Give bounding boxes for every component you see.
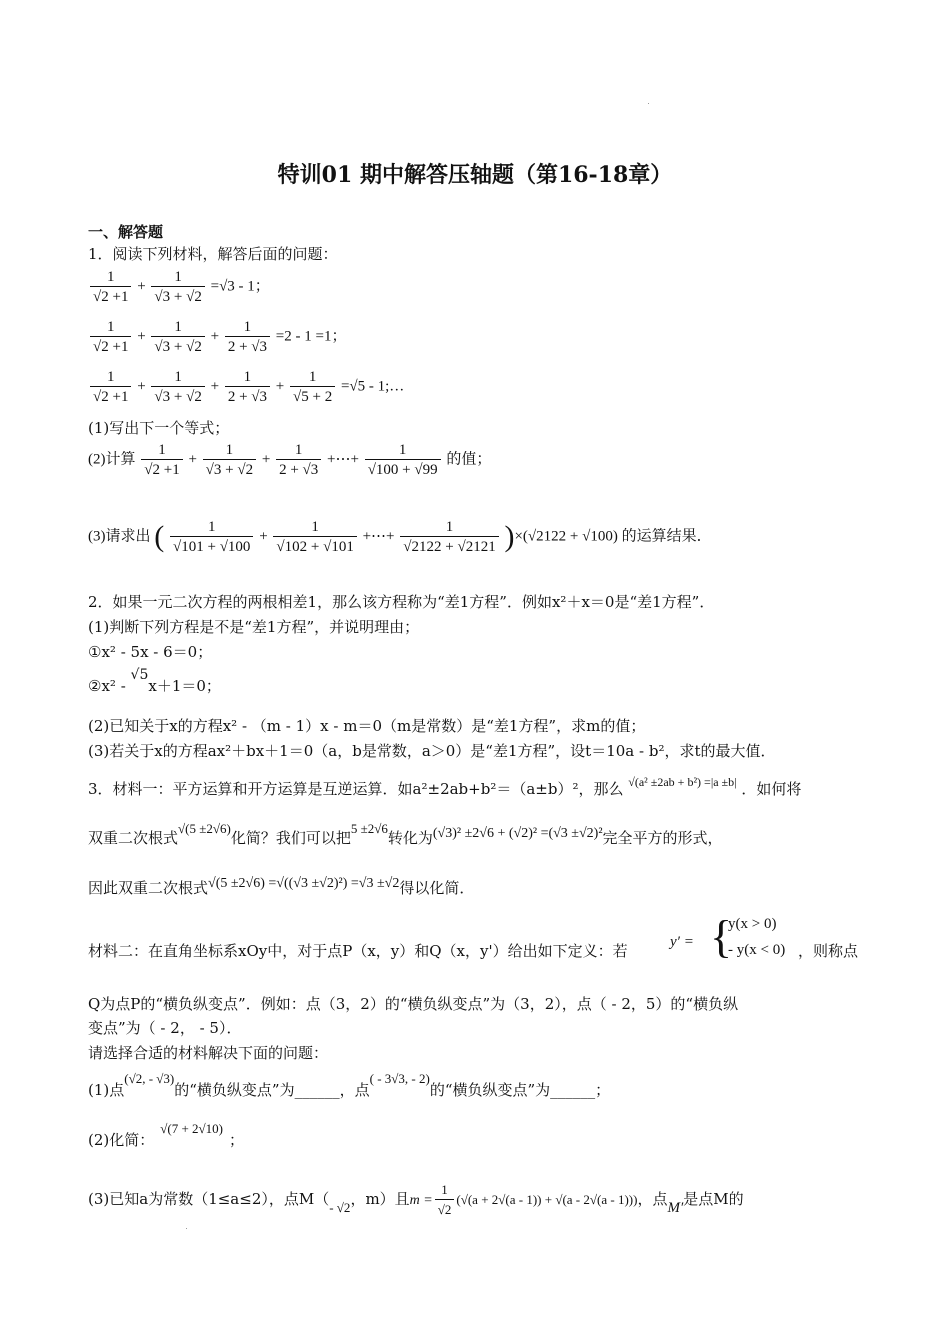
q1-intro: 1．阅读下列材料，解答后面的问题： [88, 245, 338, 263]
q3-case-2: - y(x < 0) [728, 942, 786, 958]
q3-part3: (3)已知a为常数（1≤a≤2），点M（- √2，m）且m = $\frac{1}{√2}$ (√(a + 2√(a - 1)) + √(a - 2√(a - 1)))，点M′是点M的 [88, 1182, 744, 1217]
q1-row1: $\frac{1}{√2 +1}$ + $\frac{1}{√3 + √2}$ =√3 - 1； [88, 268, 270, 306]
q1-part2-tail: 的值； [446, 451, 492, 468]
q3-part1-b: 的“横负纵变点”为______，点 [174, 1081, 370, 1099]
q3-material2 [88, 941, 628, 961]
q2-part1: (1)判断下列方程是不是“差1方程”，并说明理由； [88, 618, 420, 636]
q1-part3: (3)请求出 ( $\frac{1}{√101 + √100}$ + $\frac{1}{√102 + √101}$ +⋯+ $\frac{1}{√2122 + √2121}$ )×(√2122 + √100) 的运算结果． [88, 519, 712, 555]
q2-intro: 2．如果一元二次方程的两根相差1，那么该方程称为“差1方程”．例如x²＋x＝0是“差1方程”． [88, 593, 715, 611]
q2-part2: (2)已知关于x的方程x² - （m - 1）x - m＝0（m是常数）是“差1方程”，求m的值； [88, 717, 646, 735]
q3-line2-c: 转化为 [387, 829, 433, 847]
page-title: 特训01 期中解答压轴题（第16-18章） [277, 162, 673, 188]
q3-part3-d: 是点M的 [683, 1190, 744, 1208]
q1-part2: (2)计算 $\frac{1}{√2 +1}$ + $\frac{1}{√3 + √2}$ + $\frac{1}{2 + √3}$ +⋯+ $\frac{1}{√100 + √99}$ 的值； [88, 442, 492, 478]
q3-part1 [88, 1071, 611, 1101]
q3-part2: (2)化简：√(7 + 2√10)； [88, 1121, 245, 1149]
q3-material2-c: Q为点P的“横负纵变点”．例如：点（3，2）的“横负纵变点”为（3，2），点（ - 2，5）的“横负纵 [88, 995, 739, 1013]
q3-line3: 因此双重二次根式√(5 ±2√6) =√((√3 ±√2)²) =√3 ±√2得以化简． [88, 876, 475, 897]
q3-line2-b: 化简？我们可以把 [230, 829, 351, 847]
q3-line2-a: 双重二次根式 [88, 829, 179, 847]
q1-row3-result: =√5 - 1;… [340, 378, 405, 395]
q3-line3-b: 得以化简． [399, 879, 475, 897]
q3-part3-c: ，点 [637, 1190, 668, 1208]
q3-ask: 请选择合适的材料解决下面的问题： [88, 1044, 329, 1062]
q3-intro-b: ．如何将 [741, 780, 802, 798]
q2-part3: (3)若关于x的方程ax²＋bx＋1＝0（a，b是常数，a＞0）是“差1方程”，设t＝10a - b²，求t的最大值． [88, 742, 776, 760]
q3-part3-a: (3)已知a为常数（1≤a≤2），点M（ [88, 1190, 330, 1208]
section-heading: 一、解答题 [88, 223, 164, 241]
q1-row1-result: =√3 - 1； [210, 278, 270, 295]
q3-line2-d: 完全平方的形式， [602, 829, 723, 847]
q3-point2: ( - 3√3, - 2) [369, 1071, 430, 1086]
q3-part1-c: 的“横负纵变点”为______； [429, 1081, 611, 1099]
q3-case-1: y(x > 0) [728, 916, 777, 932]
q1-part1: (1)写出下一个等式； [88, 419, 230, 437]
q3-part3-b: ，m）且 [350, 1190, 410, 1208]
q3-part2-label: (2)化简： [88, 1131, 155, 1149]
q3-material2-b: ，则称点 [798, 942, 859, 960]
q2-eq2: ②x² - √5x＋1＝0； [88, 667, 221, 695]
q1-part2-lead: (2)计算 [88, 451, 136, 468]
q3-part1-a: (1)点 [88, 1081, 125, 1099]
q3-intro: 3．材料一：平方运算和开方运算是互逆运算．如a²±2ab+b²＝（a±b）²，那么 $^{√(a^2 \pm 2ab + b^2) =|a \pm b|}$ ．如何将 [88, 775, 802, 798]
q2-eq2-tail: x＋1＝0； [148, 677, 221, 695]
q3-line3-a: 因此双重二次根式 [88, 879, 209, 897]
q1-part3-lead: (3)请求出 [88, 528, 151, 545]
q3-intro-a: 3．材料一：平方运算和开方运算是互逆运算．如a²±2ab+b²＝（a±b）²，那么 [88, 780, 624, 798]
q3-point1: (√2, - √3) [124, 1071, 175, 1086]
q3-material2-a: 材料二：在直角坐标系xOy中，对于点P（x，y）和Q（x，y'）给出如下定义：若 [88, 942, 628, 960]
q1-row3: $\frac{1}{√2 +1}$ + $\frac{1}{√3 + √2}$ + $\frac{1}{2 + √3}$ + $\frac{1}{√5 + 2}$ =√5 - 1;… [88, 368, 404, 406]
q1-row2: $\frac{1}{√2 +1}$ + $\frac{1}{√3 + √2}$ + $\frac{1}{2 + √3}$ =2 - 1 =1； [88, 318, 346, 356]
q3-part2-end: ； [229, 1131, 245, 1149]
q3-line2: 双重二次根式√(5 ±2√6)化简？我们可以把5 ±2√6转化为(√3)² ±2√6 + (√2)² =(√3 ±√2)²完全平方的形式， [88, 821, 723, 847]
q2-eq2-lead: ②x² - [88, 677, 126, 695]
q1-row2-result: =2 - 1 =1； [275, 328, 347, 345]
q3-material2-d: 变点”为（ - 2， - 5）． [88, 1019, 242, 1037]
q2-eq1: ①x² - 5x - 6＝0； [88, 643, 213, 661]
q1-part3-tail: 的运算结果． [621, 528, 712, 545]
